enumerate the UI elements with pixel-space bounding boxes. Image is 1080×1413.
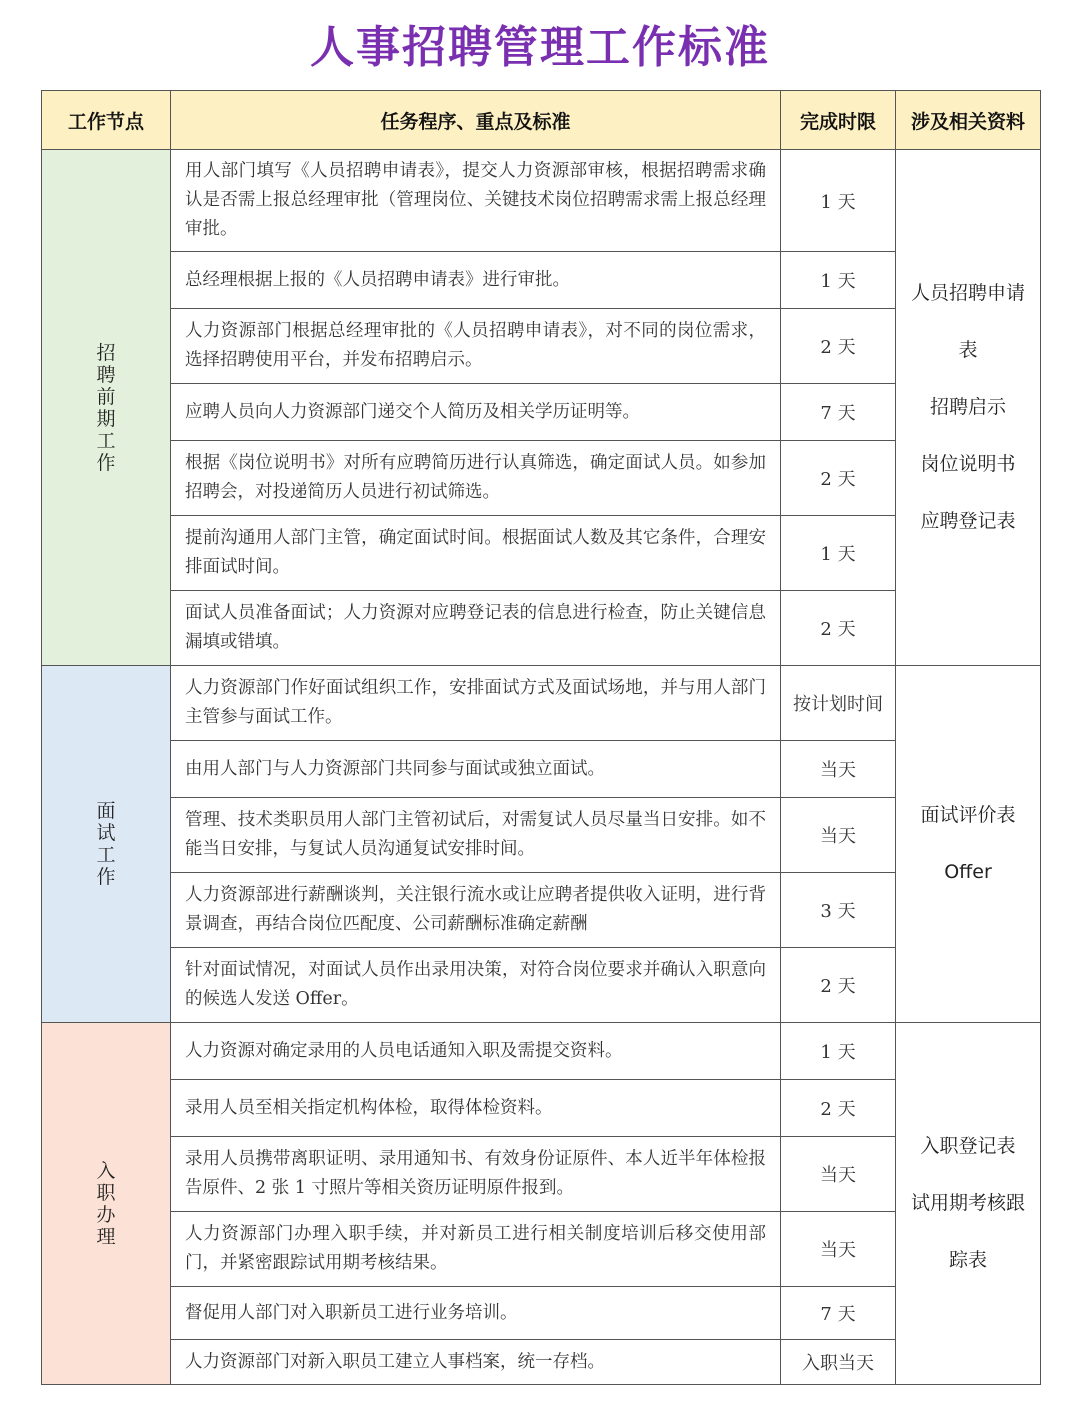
task-cell: 录用人员携带离职证明、录用通知书、有效身份证原件、本人近半年体检报告原件、2 张 1 寸照片等相关资历证明原件报到。 [171, 1137, 781, 1212]
table-row [42, 516, 1041, 591]
doc-item: 岗位说明书 [920, 453, 1016, 475]
time-cell: 7 天 [781, 384, 896, 441]
time-cell: 当天 [781, 741, 896, 798]
stage-cell-onboarding [42, 1023, 171, 1385]
stage-cell-prep [42, 150, 171, 666]
doc-item: 人员招聘申请 [910, 282, 1025, 304]
table-row [42, 741, 1041, 798]
task-cell: 针对面试情况，对面试人员作出录用决策，对符合岗位要求并确认入职意向的候选人发送 Offer。 [171, 948, 781, 1023]
time-cell: 7 天 [781, 1287, 896, 1340]
task-cell: 人力资源部门根据总经理审批的《人员招聘申请表》，对不同的岗位需求，选择招聘使用平台，并发布招聘启示。 [171, 309, 781, 384]
time-cell: 2 天 [781, 591, 896, 666]
doc-item: 试用期考核跟 [910, 1192, 1025, 1214]
task-cell: 由用人部门与人力资源部门共同参与面试或独立面试。 [171, 741, 781, 798]
time-cell: 2 天 [781, 309, 896, 384]
time-cell: 1 天 [781, 252, 896, 309]
task-cell: 管理、技术类职员用人部门主管初试后，对需复试人员尽量当日安排。如不能当日安排，与复试人员沟通复试安排时间。 [171, 798, 781, 873]
table-row [42, 948, 1041, 1023]
docs-cell-onboarding [896, 1023, 1041, 1385]
task-cell: 根据《岗位说明书》对所有应聘简历进行认真筛选，确定面试人员。如参加招聘会，对投递简历人员进行初试筛选。 [171, 441, 781, 516]
stage-label: 招聘前期工作 [96, 341, 116, 474]
doc-item: 招聘启示 [929, 396, 1006, 418]
doc-item: 入职登记表 [920, 1135, 1016, 1157]
task-cell: 人力资源部门办理入职手续，并对新员工进行相关制度培训后移交使用部门，并紧密跟踪试用期考核结果。 [171, 1212, 781, 1287]
time-cell: 2 天 [781, 1080, 896, 1137]
task-cell: 应聘人员向人力资源部门递交个人简历及相关学历证明等。 [171, 384, 781, 441]
task-cell: 提前沟通用人部门主管，确定面试时间。根据面试人数及其它条件，合理安排面试时间。 [171, 516, 781, 591]
header-time: 完成时限 [781, 91, 896, 150]
task-cell: 面试人员准备面试；人力资源对应聘登记表的信息进行检查，防止关键信息漏填或错填。 [171, 591, 781, 666]
stage-label: 入职办理 [96, 1159, 116, 1248]
header-docs: 涉及相关资料 [896, 91, 1041, 150]
time-cell: 3 天 [781, 873, 896, 948]
table-row [42, 873, 1041, 948]
table-row [42, 441, 1041, 516]
time-cell: 1 天 [781, 150, 896, 252]
time-cell: 当天 [781, 798, 896, 873]
doc-item: Offer [944, 861, 992, 883]
table-row [42, 798, 1041, 873]
task-cell: 人力资源对确定录用的人员电话通知入职及需提交资料。 [171, 1023, 781, 1080]
task-cell: 人力资源部进行薪酬谈判，关注银行流水或让应聘者提供收入证明，进行背景调查，再结合岗位匹配度、公司薪酬标准确定薪酬 [171, 873, 781, 948]
table-row [42, 150, 1041, 252]
table-row [42, 1137, 1041, 1212]
doc-item: 应聘登记表 [920, 510, 1016, 532]
task-cell: 用人部门填写《人员招聘申请表》，提交人力资源部审核，根据招聘需求确认是否需上报总经理审批（管理岗位、关键技术岗位招聘需求需上报总经理审批。 [171, 150, 781, 252]
doc-item: 面试评价表 [920, 804, 1016, 826]
time-cell: 当天 [781, 1212, 896, 1287]
stage-label: 面试工作 [96, 800, 116, 888]
standards-table [41, 90, 1041, 1385]
table-row [42, 1080, 1041, 1137]
table-row [42, 591, 1041, 666]
time-cell: 1 天 [781, 516, 896, 591]
task-cell: 总经理根据上报的《人员招聘申请表》进行审批。 [171, 252, 781, 309]
time-cell: 2 天 [781, 441, 896, 516]
table-row [42, 309, 1041, 384]
header-task: 任务程序、重点及标准 [171, 91, 781, 150]
doc-item: 表 [958, 339, 978, 361]
time-cell: 按计划时间 [781, 666, 896, 741]
doc-item: 踪表 [948, 1249, 987, 1271]
time-cell: 2 天 [781, 948, 896, 1023]
table-row [42, 1212, 1041, 1287]
table-row [42, 1287, 1041, 1340]
page-title: 人事招聘管理工作标准 [310, 22, 770, 73]
task-cell: 录用人员至相关指定机构体检，取得体检资料。 [171, 1080, 781, 1137]
table-row [42, 384, 1041, 441]
header-row [42, 91, 1041, 150]
time-cell: 当天 [781, 1137, 896, 1212]
task-cell: 督促用人部门对入职新员工进行业务培训。 [171, 1287, 781, 1340]
docs-cell-interview [896, 666, 1041, 1023]
table-row [42, 1023, 1041, 1080]
stage-cell-interview [42, 666, 171, 1023]
table-row [42, 666, 1041, 741]
task-cell: 人力资源部门对新入职员工建立人事档案，统一存档。 [171, 1340, 781, 1385]
time-cell: 1 天 [781, 1023, 896, 1080]
table-row [42, 252, 1041, 309]
table-row [42, 1340, 1041, 1385]
docs-cell-prep [896, 150, 1041, 666]
task-cell: 人力资源部门作好面试组织工作，安排面试方式及面试场地，并与用人部门主管参与面试工作。 [171, 666, 781, 741]
header-stage: 工作节点 [42, 91, 171, 150]
time-cell: 入职当天 [781, 1340, 896, 1385]
